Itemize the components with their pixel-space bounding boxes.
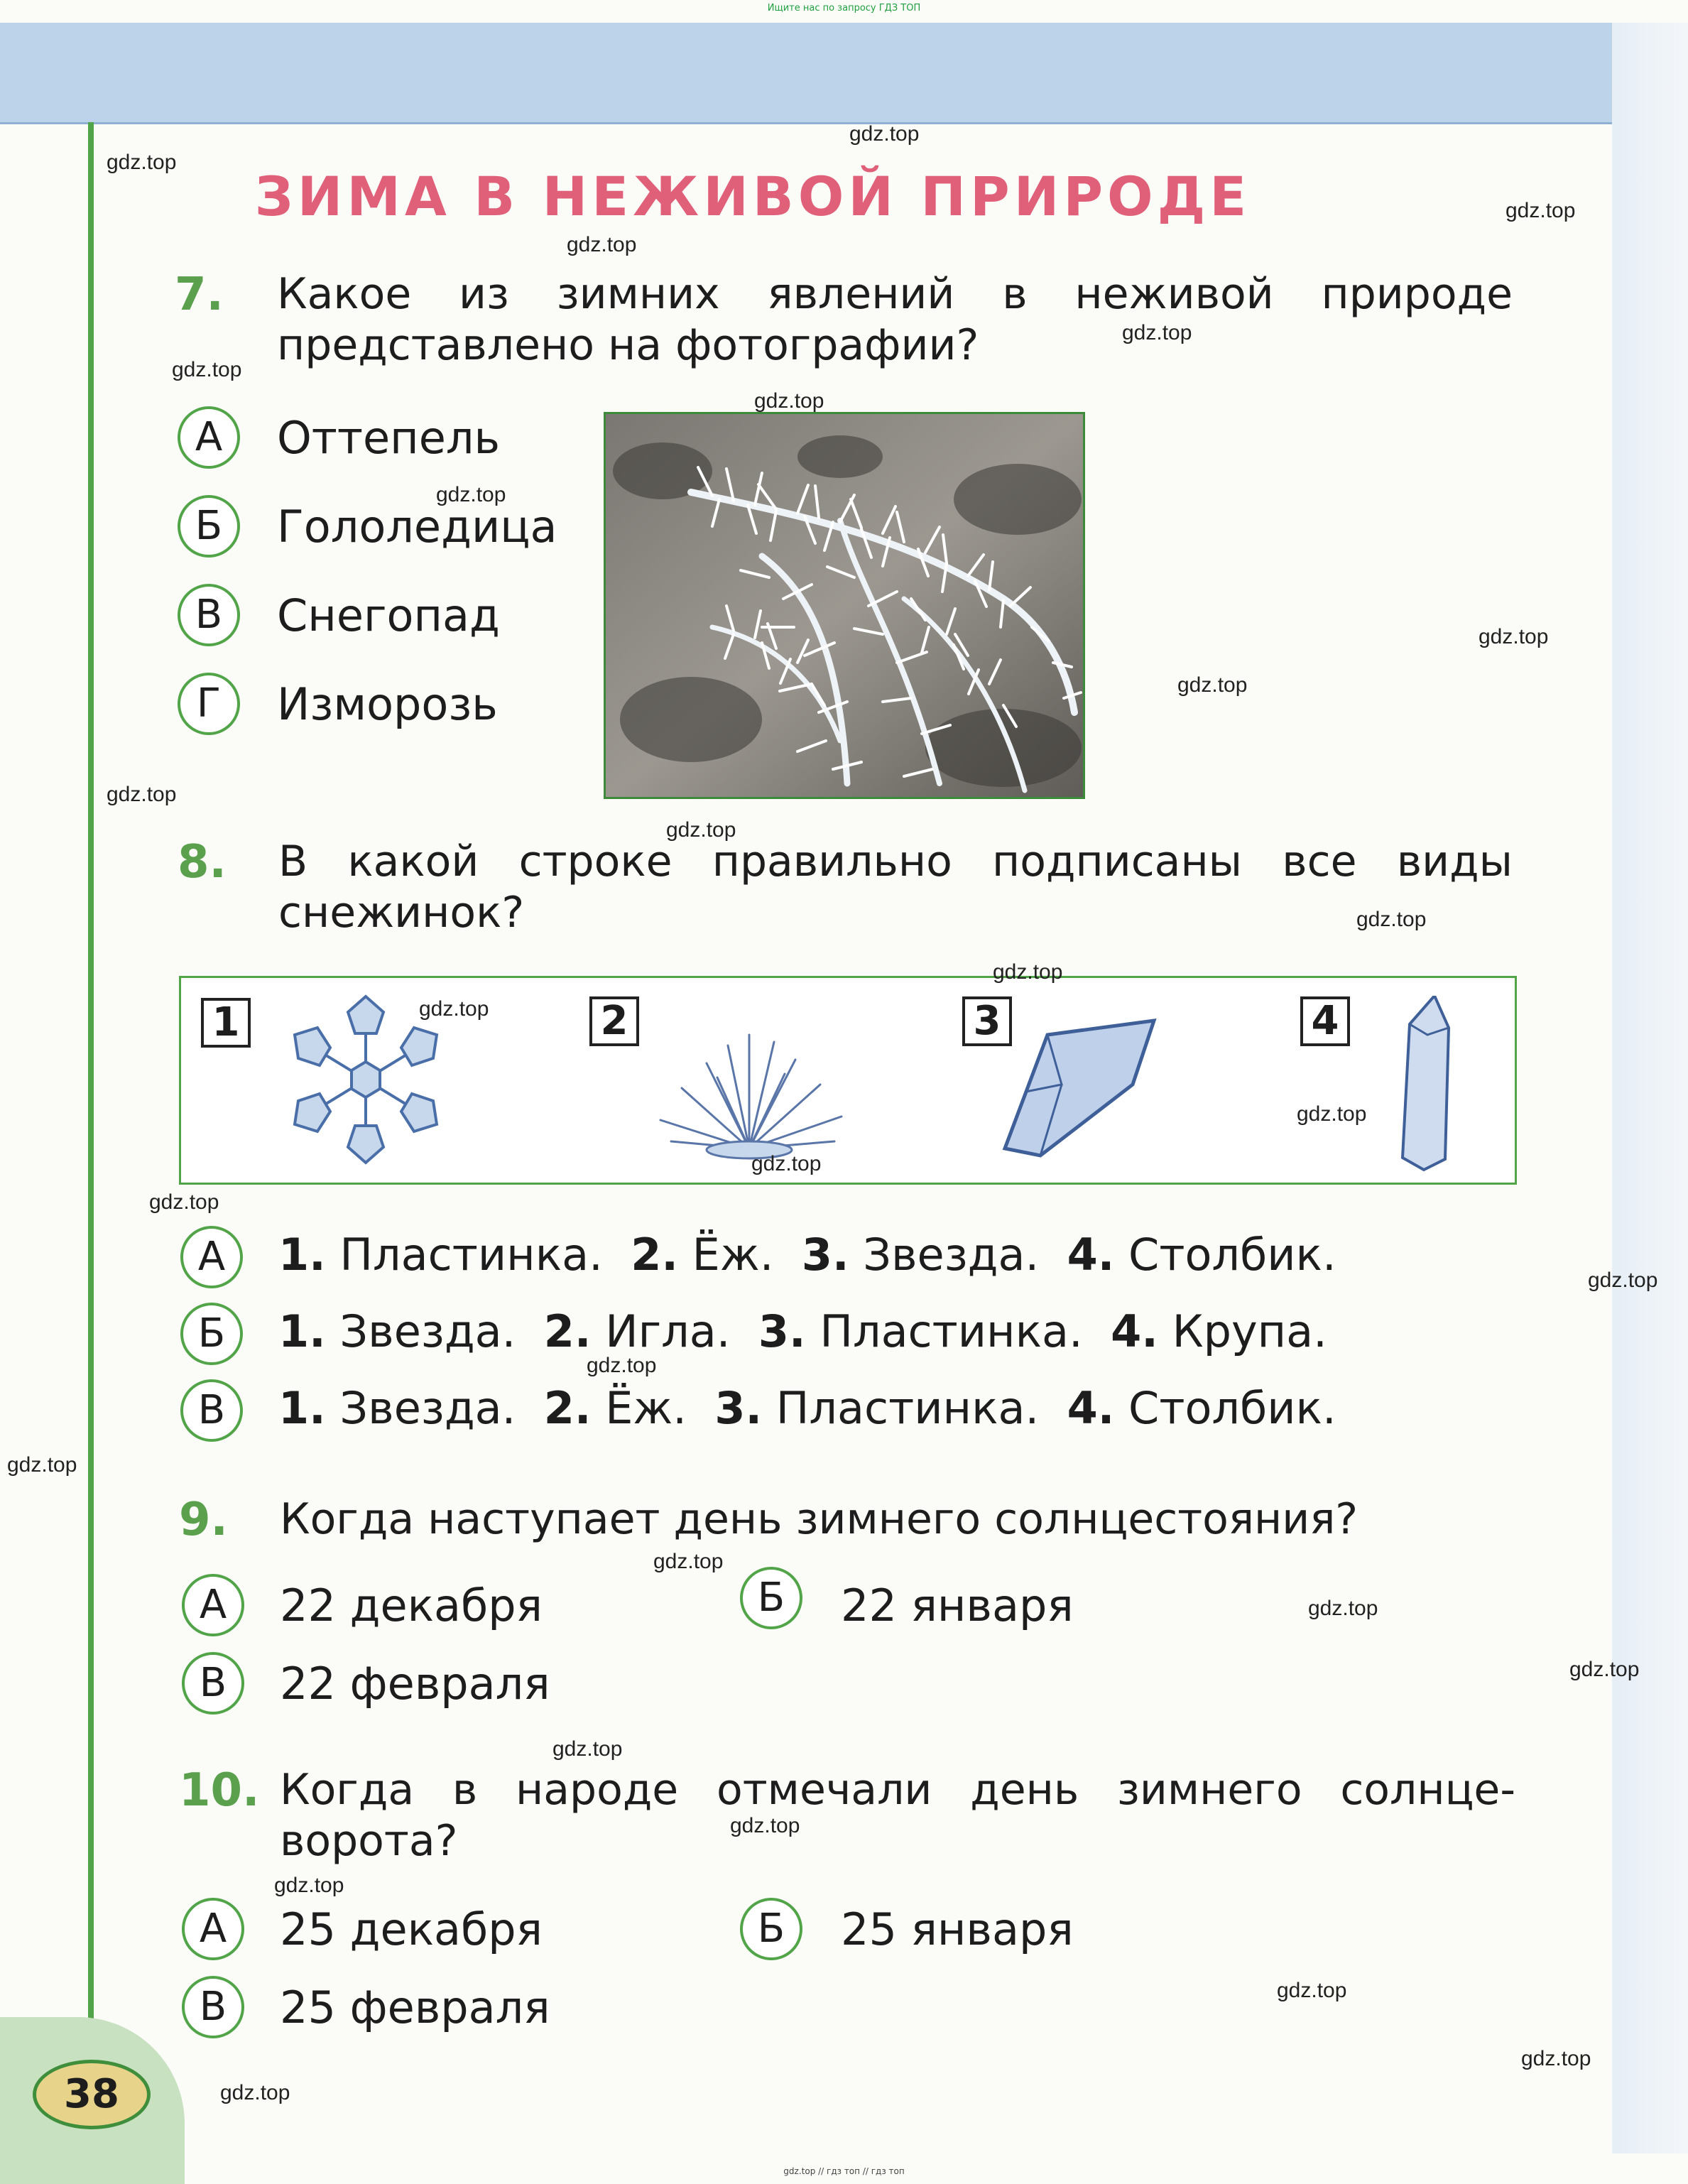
q9-option-c-text: 22 февраля: [280, 1658, 550, 1710]
question-8-line2: снежинок?: [278, 888, 525, 938]
watermark: gdz.top: [107, 151, 177, 174]
q8-a-text3: Звезда.: [849, 1229, 1067, 1281]
left-margin-rule: [88, 122, 94, 2054]
q10-option-b-text: 25 января: [841, 1903, 1074, 1955]
q7-option-a-text: Оттепель: [277, 412, 501, 464]
watermark: gdz.top: [653, 1550, 724, 1573]
q7-option-d-text: Изморозь: [277, 678, 498, 730]
q8-option-a-text: [278, 1229, 1336, 1281]
q8-b-text3: Пластинка.: [805, 1305, 1111, 1357]
watermark: gdz.top: [1569, 1658, 1640, 1681]
q8-b-text2: Игла.: [591, 1305, 758, 1357]
watermark: gdz.top: [419, 997, 489, 1021]
q9-option-c-circle[interactable]: В: [182, 1652, 244, 1715]
watermark: gdz.top: [107, 783, 177, 806]
watermark: gdz.top: [993, 960, 1063, 984]
watermark: gdz.top: [730, 1814, 800, 1837]
q10-option-c-text: 25 февраля: [280, 1982, 550, 2033]
question-9-text: Когда наступает день зимнего солнцестояния?: [280, 1494, 1358, 1544]
q8-option-b-text: [278, 1305, 1327, 1357]
watermark: gdz.top: [7, 1453, 77, 1477]
q10-option-a-text: 25 декабря: [280, 1903, 543, 1955]
watermark: gdz.top: [1122, 321, 1192, 344]
question-7-number: 7.: [175, 268, 224, 321]
page-title: ЗИМА В НЕЖИВОЙ ПРИРОДЕ: [254, 165, 1251, 228]
watermark: gdz.top: [849, 122, 920, 146]
q8-b-num2: 2.: [543, 1305, 592, 1357]
watermark: gdz.top: [1505, 199, 1576, 222]
q8-b-num1: 1.: [278, 1305, 326, 1357]
question-7-line2: представлено на фотографии?: [277, 320, 979, 370]
question-9-number: 9.: [179, 1494, 228, 1546]
q8-b-text1: Звезда.: [325, 1305, 544, 1357]
watermark: gdz.top: [567, 233, 637, 256]
page-number: 38: [33, 2060, 151, 2129]
q8-c-text1: Звезда.: [325, 1382, 544, 1434]
question-8-number: 8.: [178, 836, 227, 889]
column-snowflake-icon: [1367, 996, 1481, 1173]
q8-a-text2: Ёж.: [677, 1229, 802, 1281]
watermark: gdz.top: [552, 1737, 623, 1761]
q8-c-num2: 2.: [543, 1382, 592, 1434]
q8-a-num3: 3.: [801, 1229, 849, 1281]
watermark: gdz.top: [1177, 673, 1248, 697]
watermark: gdz.top: [436, 483, 506, 506]
q8-c-num3: 3.: [714, 1382, 763, 1434]
q8-option-a-circle[interactable]: А: [180, 1226, 243, 1288]
q8-option-c-text: [278, 1382, 1336, 1434]
q8-c-num4: 4.: [1067, 1382, 1115, 1434]
q8-option-c-circle[interactable]: В: [180, 1379, 243, 1442]
header-band: [0, 23, 1688, 124]
q7-option-a-circle[interactable]: А: [178, 406, 240, 469]
needle-cluster-snowflake-icon: [643, 1021, 856, 1163]
q10-option-a-circle[interactable]: А: [182, 1898, 244, 1960]
watermark: gdz.top: [754, 389, 824, 413]
watermark: gdz.top: [1479, 625, 1549, 648]
watermark: gdz.top: [172, 358, 242, 381]
q9-option-a-circle[interactable]: А: [182, 1574, 244, 1636]
q8-c-text3: Пластинка.: [762, 1382, 1067, 1434]
picture-3-label: 3: [962, 996, 1012, 1046]
q7-option-c-circle[interactable]: В: [178, 584, 240, 646]
q8-b-num3: 3.: [758, 1305, 806, 1357]
question-7-line1: Какое из зимних явлений в неживой природе: [277, 269, 1513, 319]
watermark: gdz.top: [1356, 908, 1427, 931]
q8-b-num4: 4.: [1111, 1305, 1158, 1357]
watermark: gdz.top: [220, 2081, 290, 2104]
q8-a-num2: 2.: [631, 1229, 678, 1281]
watermark: gdz.top: [274, 1874, 344, 1897]
q7-option-b-circle[interactable]: Б: [178, 495, 240, 558]
watermark: gdz.top: [1277, 1979, 1347, 2002]
q8-c-text2: Ёж.: [591, 1382, 715, 1434]
watermark: gdz.top: [1297, 1102, 1367, 1126]
watermark: gdz.top: [1521, 2047, 1591, 2070]
q8-option-b-circle[interactable]: Б: [180, 1303, 243, 1365]
q8-a-num1: 1.: [278, 1229, 326, 1281]
q9-option-b-circle[interactable]: Б: [740, 1567, 802, 1629]
q8-c-num1: 1.: [278, 1382, 326, 1434]
question-10-line2: ворота?: [280, 1816, 458, 1866]
right-page-edge: [1612, 23, 1688, 2153]
watermark: gdz.top: [1588, 1268, 1658, 1292]
question-8-line1: В какой строке правильно подписаны все виды: [278, 837, 1513, 886]
plate-snowflake-icon: [998, 1006, 1182, 1170]
q10-option-b-circle[interactable]: Б: [740, 1898, 802, 1960]
bottom-note: gdz.top // гдз топ // гдз топ: [783, 2166, 905, 2176]
watermark: gdz.top: [666, 818, 736, 842]
watermark: gdz.top: [587, 1354, 657, 1377]
top-note: Ищите нас по запросу ГДЗ ТОП: [767, 3, 921, 13]
q8-b-text4: Крупа.: [1158, 1305, 1327, 1357]
question-10-line1: Когда в народе отмечали день зимнего солнце-: [280, 1765, 1515, 1815]
q8-a-text4: Столбик.: [1114, 1229, 1336, 1281]
picture-4-label: 4: [1300, 996, 1350, 1046]
watermark: gdz.top: [751, 1152, 822, 1175]
picture-2-label: 2: [589, 996, 639, 1046]
q8-a-num4: 4.: [1067, 1229, 1115, 1281]
q7-option-b-text: Гололедица: [277, 501, 557, 553]
q9-option-b-text: 22 января: [841, 1580, 1074, 1631]
picture-1-label: 1: [201, 998, 251, 1048]
q7-option-d-circle[interactable]: Г: [178, 673, 240, 735]
hoarfrost-photo: [604, 412, 1085, 799]
watermark: gdz.top: [149, 1190, 219, 1214]
question-10-number: 10.: [179, 1764, 260, 1817]
q8-c-text4: Столбик.: [1114, 1382, 1336, 1434]
snowflake-pictures: [179, 976, 1517, 1185]
watermark: gdz.top: [1308, 1597, 1378, 1620]
q9-option-a-text: 22 декабря: [280, 1580, 543, 1631]
q7-option-c-text: Снегопад: [277, 590, 500, 641]
q8-a-text1: Пластинка.: [325, 1229, 631, 1281]
hoarfrost-image: [606, 414, 1083, 797]
q10-option-c-circle[interactable]: В: [182, 1976, 244, 2038]
